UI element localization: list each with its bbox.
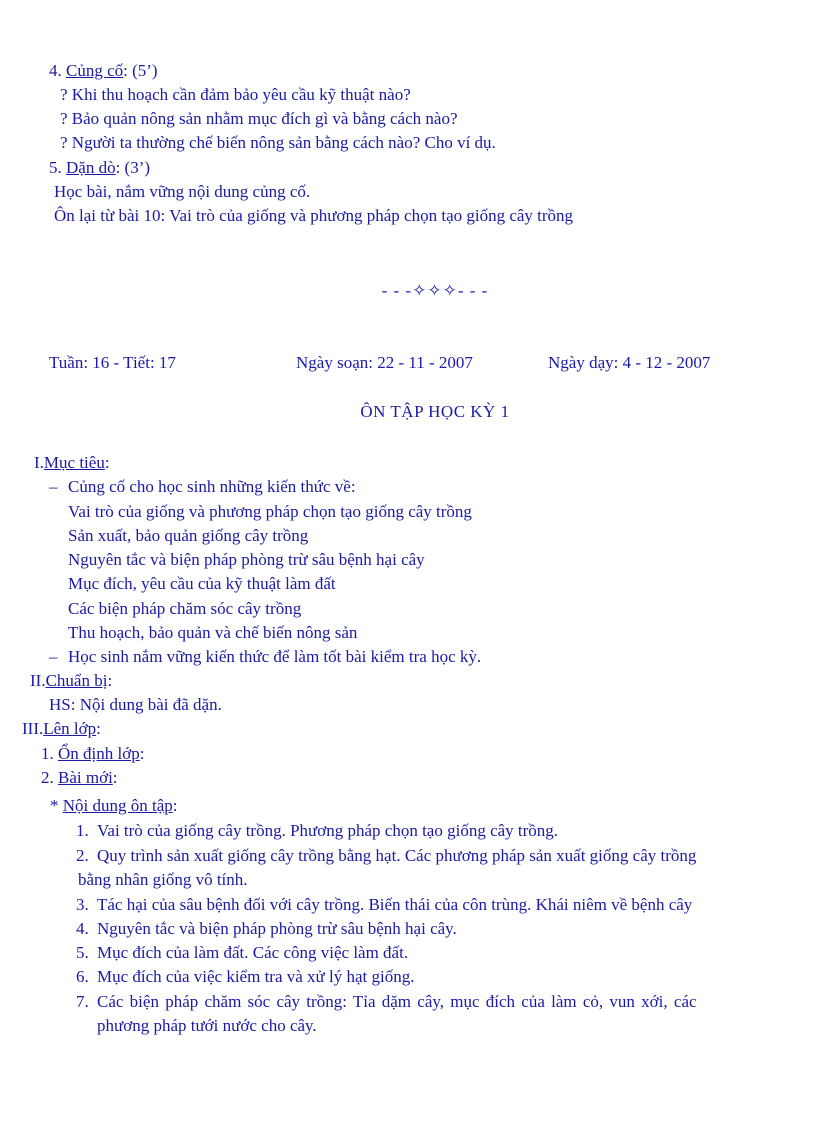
step-colon: : bbox=[139, 744, 145, 763]
preparation-title: Chuẩn bị bbox=[45, 671, 108, 690]
procedure-colon: : bbox=[96, 719, 101, 738]
step-title: Ổn định lớp bbox=[58, 744, 140, 763]
review-content-colon: : bbox=[172, 796, 178, 815]
preparation-number: II. bbox=[30, 671, 46, 690]
review-item-text: Tác hại của sâu bệnh đối với cây trồng. Biến thái của côn trùng. Khái niêm về bệnh cây bbox=[97, 895, 693, 914]
homework-time: : (3’) bbox=[115, 158, 151, 177]
review-item-number: 6. bbox=[76, 967, 89, 986]
procedure-title: Lên lớp bbox=[43, 719, 97, 738]
objectives-title: Mục tiêu bbox=[43, 453, 105, 472]
consolidation-question: ? Người ta thường chế biến nông sản bằng cách nào? Cho ví dụ. bbox=[60, 133, 496, 152]
consolidation-question: ? Khi thu hoạch cần đảm bảo yêu cầu kỹ thuật nào? bbox=[60, 85, 411, 104]
preparation-colon: : bbox=[107, 671, 113, 690]
review-item-continuation: phương pháp tưới nước cho cây. bbox=[97, 1016, 317, 1035]
homework-heading bbox=[49, 157, 150, 179]
objective-topic: Nguyên tắc và biện pháp phòng trừ sâu bệnh hại cây bbox=[68, 550, 425, 569]
lesson-week: Tuần: 16 - Tiết: 17 bbox=[49, 353, 176, 372]
objective-topic: Các biện pháp chăm sóc cây trồng bbox=[68, 599, 302, 618]
homework-item: Ôn lại từ bài 10: Vai trò của giống và phương pháp chọn tạo giống cây trồng bbox=[54, 206, 574, 225]
step-colon: : bbox=[112, 768, 118, 787]
consolidation-question: ? Bảo quản nông sản nhằm mục đích gì và bằng cách nào? bbox=[60, 109, 458, 128]
procedure-number: III. bbox=[22, 719, 44, 738]
consolidation-number: 4. bbox=[49, 61, 66, 80]
consolidation-heading bbox=[49, 60, 158, 82]
page-title: ÔN TẬP HỌC KỲ 1 bbox=[360, 402, 510, 421]
step-number: 1. bbox=[41, 744, 58, 763]
preparation-heading bbox=[30, 670, 112, 692]
step-title: Bài mới bbox=[58, 768, 113, 787]
procedure-heading bbox=[22, 718, 101, 740]
review-item-number: 4. bbox=[76, 919, 89, 938]
review-item-text: Các biện pháp chăm sóc cây trồng: Tỉa dặm cây, mục đích của làm cỏ, vun xới, các bbox=[97, 992, 697, 1011]
objectives-colon: : bbox=[104, 453, 110, 472]
objectives-intro: Củng cố cho học sinh những kiến thức về: bbox=[68, 477, 356, 496]
consolidation-time: : (5’) bbox=[123, 61, 158, 80]
objectives-bullet: – bbox=[49, 477, 58, 496]
review-item-text: Mục đích của việc kiểm tra và xử lý hạt giống. bbox=[97, 967, 415, 986]
review-item-continuation: bằng nhân giống vô tính. bbox=[78, 870, 248, 889]
review-item-text: Nguyên tắc và biện pháp phòng trừ sâu bệnh hại cây. bbox=[97, 919, 457, 938]
objectives-number: I. bbox=[34, 453, 44, 472]
section-separator: - - -✧✧✧- - - bbox=[381, 281, 489, 300]
consolidation-title: Củng cố bbox=[66, 61, 124, 80]
objective-topic: Sản xuất, bảo quản giống cây trồng bbox=[68, 526, 309, 545]
homework-title: Dặn dò bbox=[66, 158, 116, 177]
objective-topic: Mục đích, yêu cầu của kỹ thuật làm đất bbox=[68, 574, 336, 593]
step-number: 2. bbox=[41, 768, 58, 787]
homework-number: 5. bbox=[49, 158, 66, 177]
review-content-heading bbox=[50, 795, 178, 817]
objectives-outro: Học sinh nắm vững kiến thức để làm tốt bài kiểm tra học kỳ. bbox=[68, 647, 482, 666]
homework-item: Học bài, nắm vững nội dung củng cố. bbox=[54, 182, 311, 201]
review-item-text: Vai trò của giống cây trồng. Phương pháp chọn tạo giống cây trồng. bbox=[97, 821, 559, 840]
review-content-title: Nội dung ôn tập bbox=[62, 796, 173, 815]
objectives-bullet: – bbox=[49, 647, 58, 666]
procedure-step-new-lesson bbox=[41, 767, 118, 789]
objectives-heading bbox=[34, 452, 110, 474]
procedure-step-stabilize bbox=[41, 743, 144, 765]
lesson-taught-date: Ngày dạy: 4 - 12 - 2007 bbox=[548, 353, 711, 372]
review-item-number: 3. bbox=[76, 895, 89, 914]
review-item-number: 5. bbox=[76, 943, 89, 962]
review-item-number: 1. bbox=[76, 821, 89, 840]
lesson-prepared-date: Ngày soạn: 22 - 11 - 2007 bbox=[296, 353, 473, 372]
review-item-text: Quy trình sản xuất giống cây trồng bằng hạt. Các phương pháp sản xuất giống cây trồng bbox=[97, 846, 697, 865]
preparation-text: HS: Nội dung bài đã dặn. bbox=[49, 695, 222, 714]
objective-topic: Vai trò của giống và phương pháp chọn tạo giống cây trồng bbox=[68, 502, 472, 521]
review-item-number: 7. bbox=[76, 992, 89, 1011]
review-item-number: 2. bbox=[76, 846, 89, 865]
review-item-text: Mục đích của làm đất. Các công việc làm đất. bbox=[97, 943, 409, 962]
star-marker: * bbox=[50, 796, 63, 815]
objective-topic: Thu hoạch, bảo quản và chế biến nông sản bbox=[68, 623, 358, 642]
